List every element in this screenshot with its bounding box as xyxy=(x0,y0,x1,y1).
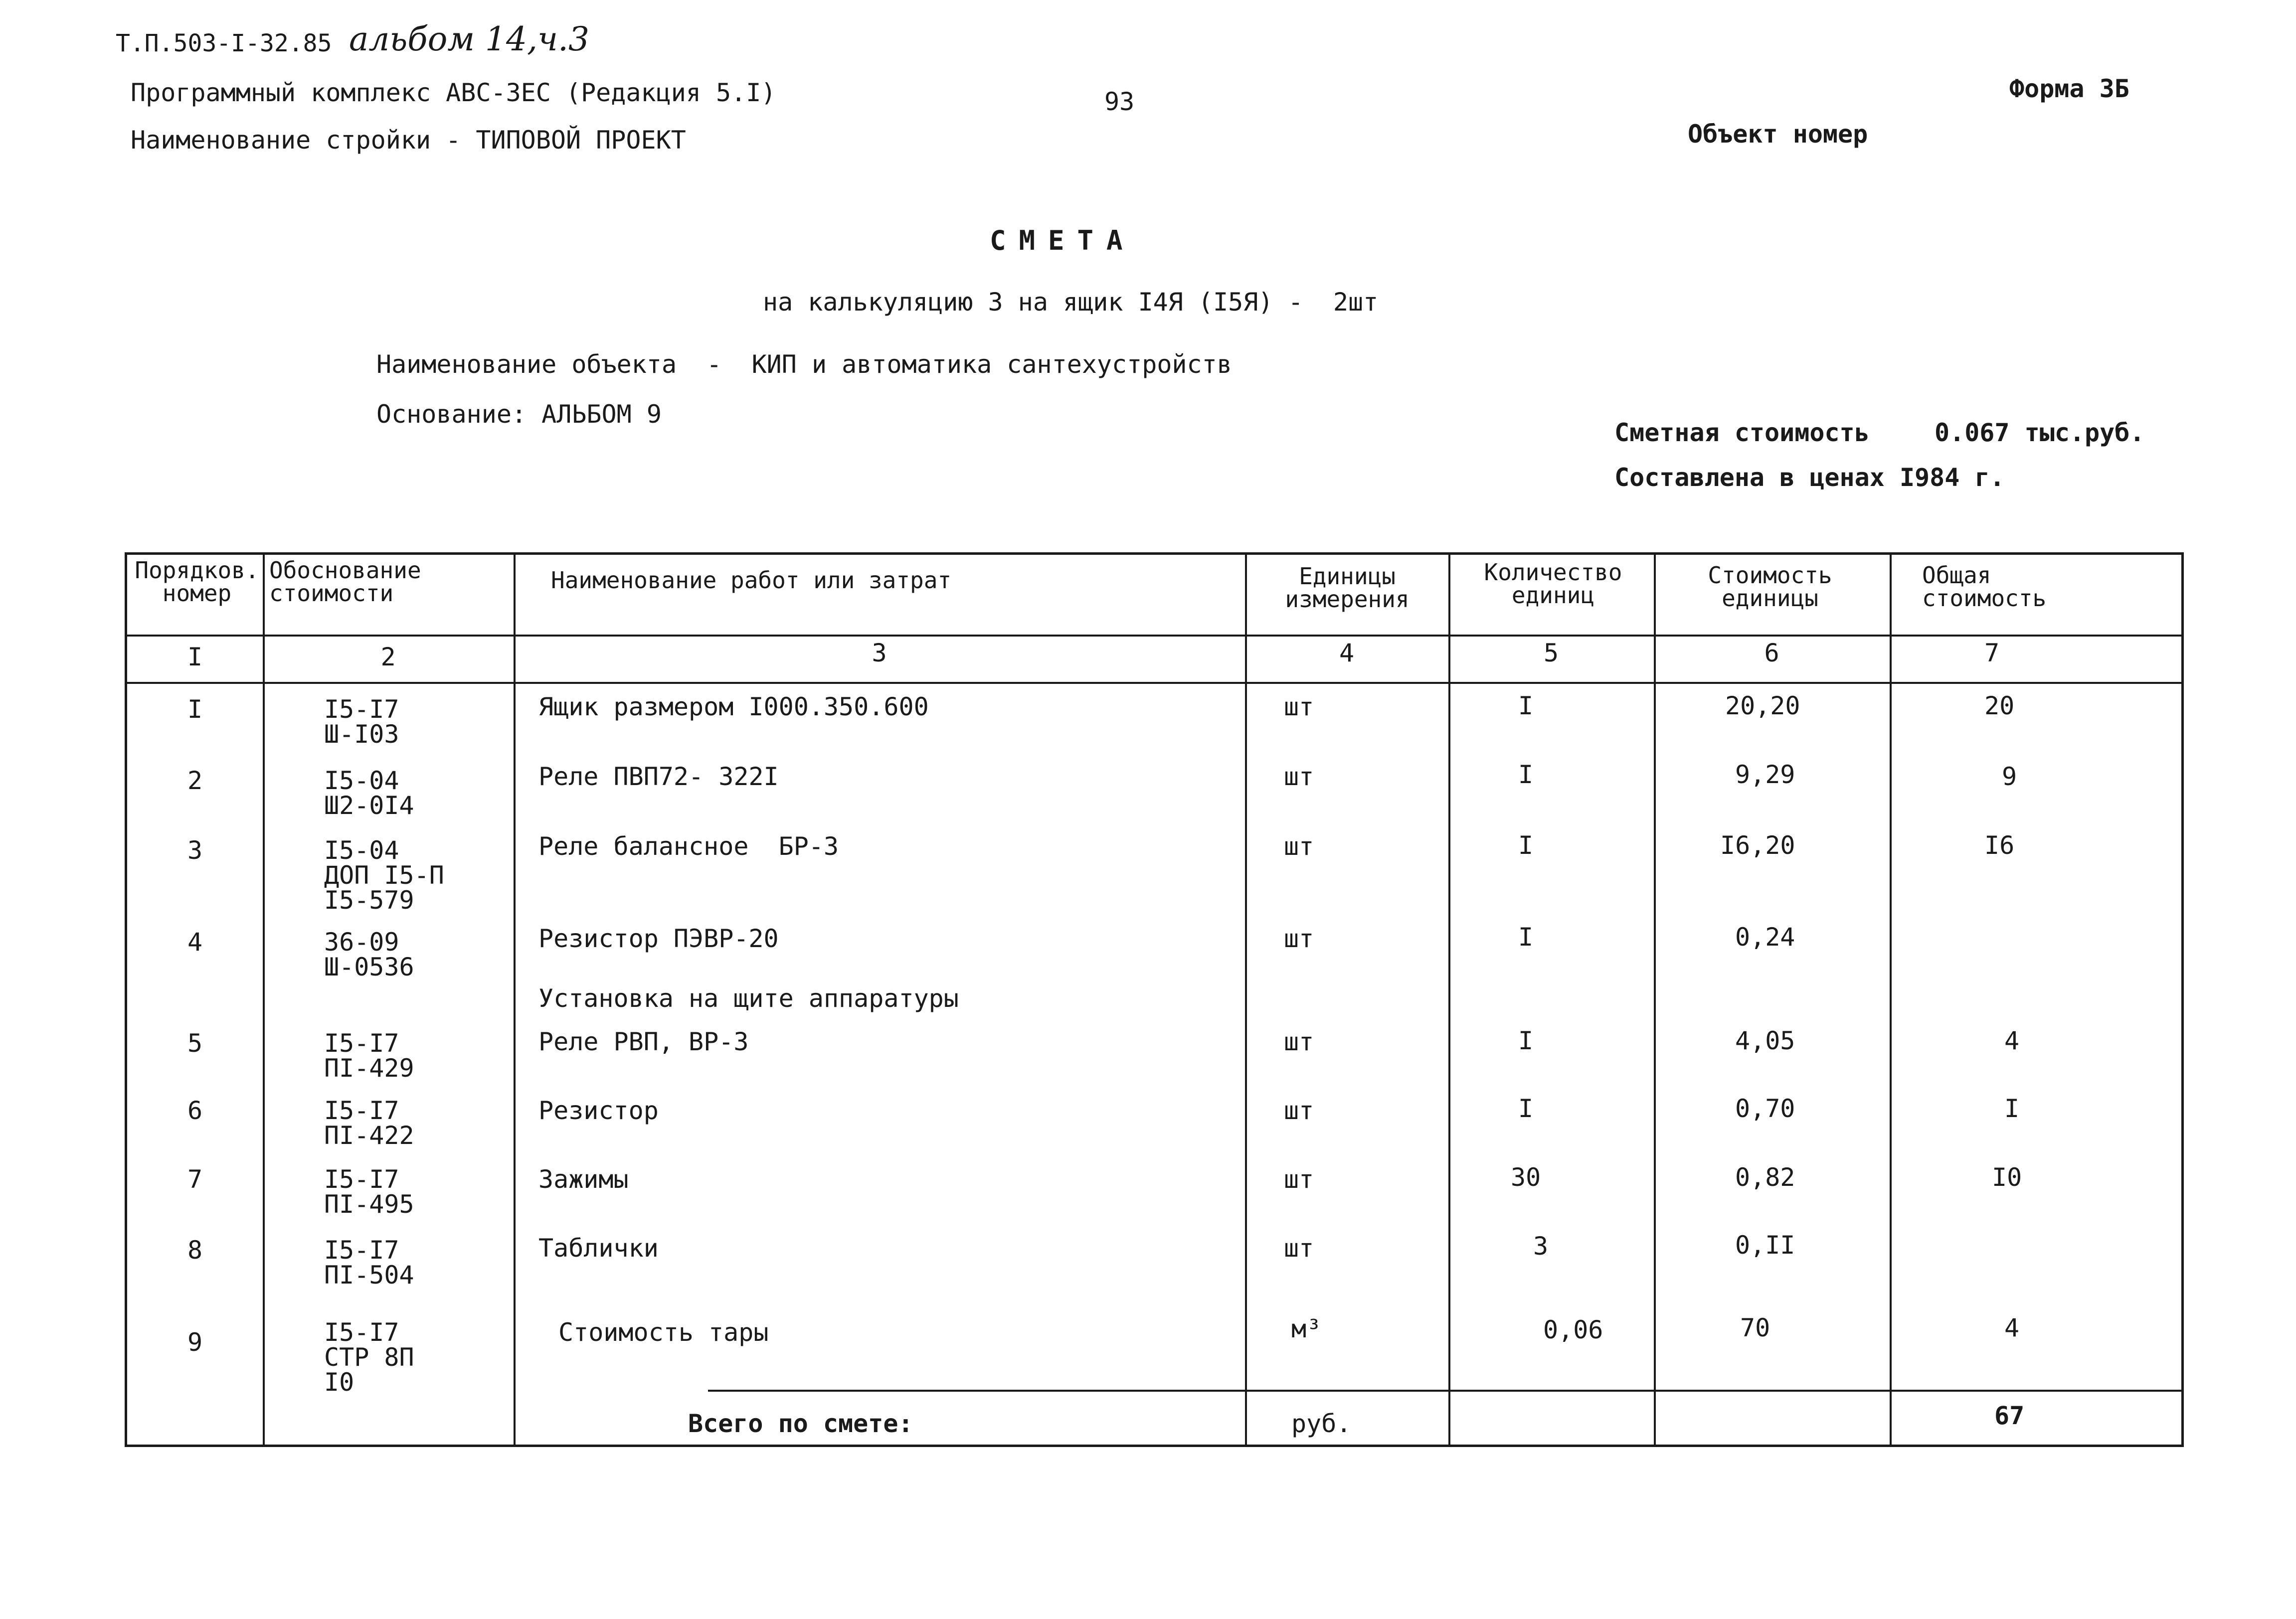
estimated-cost-value: 0.067 тыс.руб. xyxy=(1935,418,2145,447)
row-4-unit: шт xyxy=(1284,924,1314,953)
row-8-unit-cost: 0,II xyxy=(1735,1231,1795,1260)
header-cost-basis: Обоснование стоимости xyxy=(269,557,421,607)
row-7-number: 7 xyxy=(187,1165,203,1194)
document-title: СМЕТА xyxy=(990,225,1136,256)
row-6-unit-cost: 0,70 xyxy=(1735,1094,1795,1123)
row-7-total: I0 xyxy=(1992,1163,2022,1192)
header-total-cost: Общая стоимость xyxy=(1922,562,2047,612)
column-number-1: I xyxy=(187,643,203,671)
column-divider xyxy=(514,555,516,1445)
row-6-name: Резистор xyxy=(538,1096,659,1125)
header-quantity: Количество единиц xyxy=(1484,559,1622,609)
row-9-name: Стоимость тары xyxy=(558,1318,769,1347)
row-2-name: Реле ПВП72- 322I xyxy=(538,762,779,791)
row-3-name: Реле балансное БР-3 xyxy=(538,832,839,861)
total-row-divider xyxy=(708,1390,2181,1392)
column-number-2: 2 xyxy=(380,643,396,671)
row-1-unit-cost: 20,20 xyxy=(1725,691,1800,720)
row-2-number: 2 xyxy=(187,766,203,795)
row-8-quantity: 3 xyxy=(1533,1232,1549,1261)
row-2-basis: I5-04 Ш2-0I4 xyxy=(324,766,414,820)
row-5-number: 5 xyxy=(187,1029,203,1058)
estimated-cost-label: Сметная стоимость xyxy=(1614,418,1870,447)
row-3-total: I6 xyxy=(1984,831,2015,860)
column-number-3: 3 xyxy=(872,639,887,667)
column-number-divider xyxy=(127,682,2181,684)
column-number-7: 7 xyxy=(1984,639,2000,667)
row-3-unit: шт xyxy=(1284,832,1314,861)
row-4-unit-cost: 0,24 xyxy=(1735,923,1795,952)
row-9-unit-cost: 70 xyxy=(1740,1313,1770,1342)
page-number: 93 xyxy=(1104,87,1135,116)
row-8-basis: I5-I7 ПI-504 xyxy=(324,1236,414,1290)
column-divider xyxy=(263,555,265,1445)
row-6-unit: шт xyxy=(1284,1096,1314,1125)
row-5-basis: I5-I7 ПI-429 xyxy=(324,1029,414,1083)
total-value: 67 xyxy=(1994,1401,2025,1430)
row-7-quantity: 30 xyxy=(1511,1163,1541,1192)
header-order-number: Порядков. номер xyxy=(135,557,259,607)
column-divider xyxy=(1448,555,1450,1445)
row-1-number: I xyxy=(187,695,203,724)
row-9-unit: м³ xyxy=(1291,1314,1322,1343)
header-divider xyxy=(127,635,2181,637)
object-name: Наименование объекта - КИП и автоматика сантехустройств xyxy=(376,350,1232,379)
form-label: Форма 3Б xyxy=(2009,74,2129,103)
estimate-table xyxy=(125,552,2184,1447)
column-divider xyxy=(1890,555,1892,1445)
row-6-quantity: I xyxy=(1518,1094,1534,1123)
row-9-basis: I5-I7 СТР 8П I0 xyxy=(324,1318,414,1397)
row-8-unit: шт xyxy=(1284,1234,1314,1263)
row-1-quantity: I xyxy=(1518,691,1534,720)
row-1-unit: шт xyxy=(1284,692,1314,721)
row-3-basis: I5-04 ДОП I5-П I5-579 xyxy=(324,836,444,915)
row-9-total: 4 xyxy=(2004,1313,2020,1342)
construction-name: Наименование стройки - ТИПОВОЙ ПРОЕКТ xyxy=(131,126,686,155)
column-number-4: 4 xyxy=(1339,639,1355,667)
row-4-quantity: I xyxy=(1518,923,1534,952)
program-name: Программный комплекс АВС-3ЕС (Редакция 5.I) xyxy=(131,78,776,107)
row-9-quantity: 0,06 xyxy=(1543,1315,1603,1344)
row-2-total: 9 xyxy=(2002,762,2017,791)
column-divider xyxy=(1654,555,1656,1445)
row-1-basis: I5-I7 Ш-I03 xyxy=(324,695,399,749)
row-7-basis: I5-I7 ПI-495 xyxy=(324,1165,414,1219)
row-3-quantity: I xyxy=(1518,831,1534,860)
column-number-6: 6 xyxy=(1764,639,1779,667)
header-unit-cost: Стоимость единицы xyxy=(1708,562,1832,612)
row-2-unit: шт xyxy=(1284,762,1314,791)
row-1-name: Ящик размером I000.350.600 xyxy=(538,692,929,721)
document-code: Т.П.503-I-32.85 xyxy=(116,29,332,57)
basis-label: Основание: АЛЬБОМ 9 xyxy=(376,400,662,429)
row-6-total: I xyxy=(2004,1094,2020,1123)
document-subtitle: на калькуляцию 3 на ящик I4Я (I5Я) - 2шт xyxy=(763,288,1379,317)
row-4-basis: 36-09 Ш-0536 xyxy=(324,928,414,981)
row-5-unit-cost: 4,05 xyxy=(1735,1026,1795,1055)
row-7-unit-cost: 0,82 xyxy=(1735,1163,1795,1192)
row-8-number: 8 xyxy=(187,1236,203,1265)
header-unit: Единицы измерения xyxy=(1285,563,1410,613)
row-6-basis: I5-I7 ПI-422 xyxy=(324,1096,414,1150)
header-work-name: Наименование работ или затрат xyxy=(551,567,952,594)
total-unit: руб. xyxy=(1291,1409,1352,1438)
row-2-unit-cost: 9,29 xyxy=(1735,760,1795,789)
row-5-name: Реле РВП, ВР-3 xyxy=(538,1027,749,1056)
row-3-number: 3 xyxy=(187,836,203,865)
prices-note: Составлена в ценах I984 г. xyxy=(1614,463,2005,492)
section-heading: Установка на щите аппаратуры xyxy=(538,984,959,1013)
row-4-name: Резистор ПЭВР-20 xyxy=(538,924,779,953)
row-5-total: 4 xyxy=(2004,1026,2020,1055)
row-7-unit: шт xyxy=(1284,1165,1314,1194)
row-3-unit-cost: I6,20 xyxy=(1720,831,1795,860)
column-number-5: 5 xyxy=(1543,639,1559,667)
row-5-quantity: I xyxy=(1518,1026,1534,1055)
object-number-label: Объект номер xyxy=(1688,120,1868,149)
row-4-number: 4 xyxy=(187,928,203,957)
handwritten-note: альбом 14,ч.3 xyxy=(349,20,590,58)
column-divider xyxy=(1245,555,1247,1445)
row-2-quantity: I xyxy=(1518,760,1534,789)
row-1-total: 20 xyxy=(1984,691,2015,720)
total-label: Всего по смете: xyxy=(688,1409,913,1438)
row-5-unit: шт xyxy=(1284,1027,1314,1056)
row-6-number: 6 xyxy=(187,1096,203,1125)
row-7-name: Зажимы xyxy=(538,1165,629,1194)
row-8-name: Таблички xyxy=(538,1234,659,1263)
row-9-number: 9 xyxy=(187,1328,203,1357)
